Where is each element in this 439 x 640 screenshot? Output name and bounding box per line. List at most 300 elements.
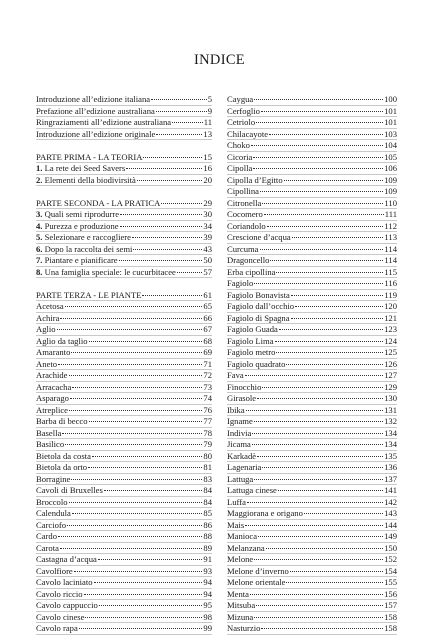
index-entry [36,255,212,267]
entry-text: Cicoria [227,151,253,162]
page-number: 109 [384,174,397,185]
page-number: 95 [203,600,212,610]
entry-title [227,186,259,198]
entry-title [227,543,265,555]
page-number: 126 [384,358,397,369]
index-entry [227,255,397,267]
chapter-number: 6. [36,243,43,254]
dot-leader [290,571,383,572]
page-number: 15 [203,151,212,162]
entry-title [36,209,119,221]
page-number: 132 [384,416,397,426]
entry-text: Fagiolo dall’occhio [227,301,295,311]
entry-title [227,221,266,233]
entry-text: Asparago [36,393,69,403]
dot-leader [104,490,203,491]
index-entry [227,543,397,555]
entry-title [227,117,255,129]
dot-leader [269,134,383,135]
entry-text: Carota [36,542,59,553]
dot-leader [60,318,202,319]
page-number: 134 [384,427,397,438]
page-number: 119 [384,289,397,300]
index-entry [227,221,397,233]
page-number: 68 [203,335,212,346]
entry-title [227,359,285,371]
index-entry [36,209,212,221]
section-spacer [36,140,212,152]
entry-text: Choko [227,140,250,150]
index-entry [36,94,212,106]
entry-text: Cavolo rapa [36,623,78,633]
dot-leader [304,513,383,514]
chapter-number: 3. [36,209,43,219]
index-entry [36,152,212,164]
dot-leader [257,398,383,399]
entry-text: Cocomero [227,209,263,219]
page-number: 154 [384,565,397,576]
entry-title [36,301,64,313]
index-entry [227,393,397,405]
index-entry [36,106,212,118]
dot-leader [99,605,203,606]
index-entry [36,520,212,532]
chapter-number: 7. [36,255,43,265]
entry-title [227,497,246,509]
chapter-number: 4. [36,220,43,231]
index-entry [36,370,212,382]
page-number: 155 [384,577,397,587]
entry-title [36,163,125,175]
index-entry [36,313,212,325]
dot-leader [286,582,383,583]
entry-text: Dopo la raccolta dei semi [44,243,133,254]
page-number: 115 [384,266,397,277]
entry-text: Bietola da costa [36,450,91,461]
dot-leader [89,341,203,342]
index-entry [227,313,397,325]
page-number: 100 [384,94,397,104]
index-entry [36,129,212,141]
entry-text: Atreplice [36,404,68,415]
entry-text: Maggiorana e origano [227,508,303,518]
page-number: 127 [384,370,397,380]
entry-title [227,267,275,279]
entry-text: Indivia [227,427,252,438]
dot-leader [256,122,383,123]
dot-leader [69,375,203,376]
entry-title [227,129,268,141]
page-number: 99 [203,623,212,633]
index-entry [227,554,397,566]
page-number: 93 [203,565,212,576]
entry-title [36,451,91,463]
dot-leader [172,122,203,123]
page-number: 98 [203,611,212,622]
entry-text: Ibika [227,404,245,415]
page-number: 141 [384,485,397,495]
entry-title [227,474,253,486]
page-number: 77 [203,416,212,426]
entry-text: Mitsuba [227,600,256,610]
page-number: 120 [384,301,397,311]
dot-leader [261,628,383,629]
dot-leader [67,525,202,526]
entry-title [227,623,260,635]
page-number: 11 [203,117,212,127]
page-number: 112 [384,220,397,231]
index-entry [36,405,212,417]
index-entry [36,198,212,210]
entry-title [36,520,66,532]
entry-title [36,129,155,141]
index-column-right [227,94,397,635]
entry-title [36,577,93,589]
entry-title [227,290,290,302]
chapter-number: 2. [36,174,43,185]
index-entry [36,623,212,635]
section-spacer [36,186,212,198]
dot-leader [79,628,203,629]
index-entry [227,577,397,589]
page-number: 144 [384,519,397,530]
index-entry [36,359,212,371]
entry-text: Amaranto [36,347,71,357]
entry-text: Melone orientale [227,577,286,587]
dot-leader [256,605,383,606]
page-number: 94 [203,577,212,587]
dot-leader [284,180,383,181]
entry-text: Carciofo [36,519,67,530]
entry-text: Cetriolo [227,117,256,127]
entry-title [227,462,261,474]
entry-text: Elementi della biodivirsità [44,174,136,185]
dot-leader [92,456,203,457]
entry-title [36,232,131,244]
dot-leader [253,157,383,158]
entry-text: Fava [227,370,244,380]
index-entry [227,531,397,543]
entry-text: Cavolo cinese [36,611,85,622]
page-number: 89 [203,542,212,553]
page-number: 50 [203,255,212,265]
dot-leader [60,548,202,549]
dot-leader [85,617,202,618]
entry-text: Arachide [36,370,68,380]
entry-title [36,94,150,106]
index-entry [227,163,397,175]
entry-title [36,416,88,428]
page-number: 30 [203,209,212,219]
entry-title [36,290,141,302]
dot-leader [71,479,202,480]
index-entry [227,94,397,106]
entry-title [227,301,294,313]
page-number: 129 [384,381,397,392]
dot-leader [62,433,202,434]
page-number: 137 [384,473,397,484]
entry-text: Finocchio [227,381,262,392]
entry-title [227,508,303,520]
page-number: 85 [203,508,212,518]
index-entry [227,474,397,486]
page-number: 80 [203,450,212,461]
index-entry [227,439,397,451]
index-entry [36,566,212,578]
entry-text: Aglio [36,324,56,334]
page-number: 66 [203,312,212,323]
index-entry [227,106,397,118]
dot-leader [143,157,202,158]
dot-leader [267,226,384,227]
entry-text: PARTE TERZA - LE PIANTE [36,289,142,300]
entry-title [36,382,71,394]
dot-leader [254,99,383,100]
dot-leader [247,502,383,503]
entry-text: Prefazione all’edizione australiana [36,105,155,116]
index-entry [227,623,397,635]
entry-title [36,267,176,279]
dot-leader [261,111,383,112]
entry-title [227,209,263,221]
chapter-number: 5. [36,232,43,242]
dot-leader [291,295,384,296]
page-number: 130 [384,393,397,403]
index-entry [227,382,397,394]
page-number: 67 [203,324,212,334]
dot-leader [119,260,203,261]
index-entry [227,497,397,509]
entry-title [36,221,119,233]
entry-text: Curcuma [227,243,259,254]
index-entry [36,324,212,336]
index-entry [36,175,212,187]
dot-leader [65,444,202,445]
entry-title [36,175,136,187]
index-entry [227,175,397,187]
page-number: 123 [384,324,397,334]
entry-title [227,393,256,405]
entry-title [36,600,98,612]
dot-leader [252,433,383,434]
index-entry [227,244,397,256]
dot-leader [245,375,383,376]
page-number: 57 [203,266,212,277]
index-entry [227,566,397,578]
page-number: 69 [203,347,212,357]
index-entry [36,117,212,129]
entry-title [36,324,56,336]
dot-leader [98,559,203,560]
index-entry [227,336,397,348]
index-entry [36,462,212,474]
entry-text: Nasturzio [227,623,261,633]
entry-title [36,347,70,359]
entry-text: Basilico [36,439,65,449]
entry-text: Citronella [227,197,262,208]
entry-title [227,612,253,624]
page-number: 103 [384,128,397,139]
dot-leader [57,329,203,330]
entry-title [36,359,57,371]
dot-leader [257,456,383,457]
page-number: 105 [384,151,397,162]
entry-title [227,278,253,290]
chapter-number: 8. [36,266,43,277]
dot-leader [161,203,202,204]
dot-leader [120,214,202,215]
entry-text: Cavolo laciniato [36,577,93,587]
index-entry [36,267,212,279]
dot-leader [260,249,384,250]
page-title: INDICE [194,52,245,68]
index-entry [36,232,212,244]
entry-title [227,439,251,451]
dot-leader [74,571,203,572]
entry-text: Menta [227,588,249,599]
entry-title [227,244,259,256]
dot-leader [72,513,203,514]
page-number: 39 [203,232,212,242]
entry-text: Cipolla [227,163,253,173]
entry-title [36,198,160,210]
dot-leader [275,341,384,342]
page-number: 124 [384,335,397,346]
entry-title [227,485,277,497]
index-entry [227,428,397,440]
dot-leader [254,617,383,618]
index-entry [36,336,212,348]
entry-text: Achira [36,312,60,323]
entry-title [36,244,132,256]
entry-text: Dragoncello [227,255,270,265]
page-number: 134 [384,439,397,449]
dot-leader [270,260,383,261]
index-entry [227,278,397,290]
entry-text: Ringraziamenti all’edizione australiana [36,117,172,127]
page-number: 114 [384,243,397,254]
entry-text: Coriandolo [227,220,266,231]
dot-leader [133,249,202,250]
index-entry [36,451,212,463]
index-entry [36,290,212,302]
page-number: 158 [384,611,397,622]
entry-title [227,313,290,325]
dot-leader [65,306,203,307]
index-entry [227,232,397,244]
index-entry [227,416,397,428]
index-entry [36,497,212,509]
index-entry [36,244,212,256]
entry-text: Lattuga cinese [227,485,277,495]
entry-text: Cerfoglio [227,105,260,116]
entry-title [36,106,155,118]
index-entry [36,600,212,612]
entry-text: Girasole [227,393,257,403]
dot-leader [177,272,203,273]
entry-text: Cavoli di Bruxelles [36,485,103,495]
page-number: 74 [203,393,212,403]
entry-text: La rete dei Seed Savers [44,163,126,173]
entry-title [227,531,257,543]
entry-title [227,232,291,244]
entry-text: Mais [227,519,245,530]
entry-text: PARTE SECONDA - LA PRATICA [36,197,161,208]
page-number: 101 [384,117,397,127]
page-number: 114 [384,255,397,265]
page-number: 158 [384,623,397,633]
dot-leader [88,467,202,468]
page-number: 111 [384,209,397,219]
entry-title [36,117,171,129]
page-number: 5 [207,94,212,104]
index-entry [36,474,212,486]
dot-leader [69,502,203,503]
entry-text: Igname [227,416,253,426]
dot-leader [132,237,202,238]
entry-title [227,175,283,187]
dot-leader [276,272,383,273]
index-entry [36,485,212,497]
page-number: 34 [203,220,212,231]
entry-text: Crescione d’acqua [227,232,291,242]
page-number: 88 [203,531,212,541]
entry-text: Barba di becco [36,416,88,426]
dot-leader [264,214,384,215]
index-entry [36,347,212,359]
dot-leader [254,479,383,480]
page-number: 13 [203,128,212,139]
entry-text: Purezza e produzione [44,220,119,231]
dot-leader [89,421,203,422]
index-entry [227,198,397,210]
page-number: 136 [384,462,397,472]
index-entry [227,129,397,141]
page-number: 101 [384,105,397,116]
entry-title [227,416,253,428]
entry-text: Introduzione all’edizione italiana [36,94,151,104]
index-entry [227,612,397,624]
index-entry [227,462,397,474]
dot-leader [137,180,203,181]
index-entry [227,324,397,336]
dot-leader [58,536,202,537]
entry-text: Melone d’inverno [227,565,289,576]
entry-title [36,439,64,451]
entry-text: Cipolla d’Egitto [227,174,283,185]
page-number: 61 [203,289,212,300]
entry-text: Caygua [227,94,254,104]
entry-text: Mizuna [227,611,254,622]
entry-title [36,554,97,566]
index-entry [227,186,397,198]
entry-title [227,347,275,359]
index-entry [36,163,212,175]
entry-title [227,428,251,440]
entry-text: Fagiolo Lima [227,335,274,346]
dot-leader [70,398,202,399]
page-number: 135 [384,450,397,461]
index-entry [36,612,212,624]
page-number: 86 [203,519,212,530]
page-number: 143 [384,508,397,518]
entry-text: Fagiolo Bonavista [227,289,290,300]
index-entry [227,152,397,164]
entry-title [36,474,70,486]
entry-text: Broccolo [36,496,68,507]
index-entry [36,543,212,555]
index-entry [227,359,397,371]
